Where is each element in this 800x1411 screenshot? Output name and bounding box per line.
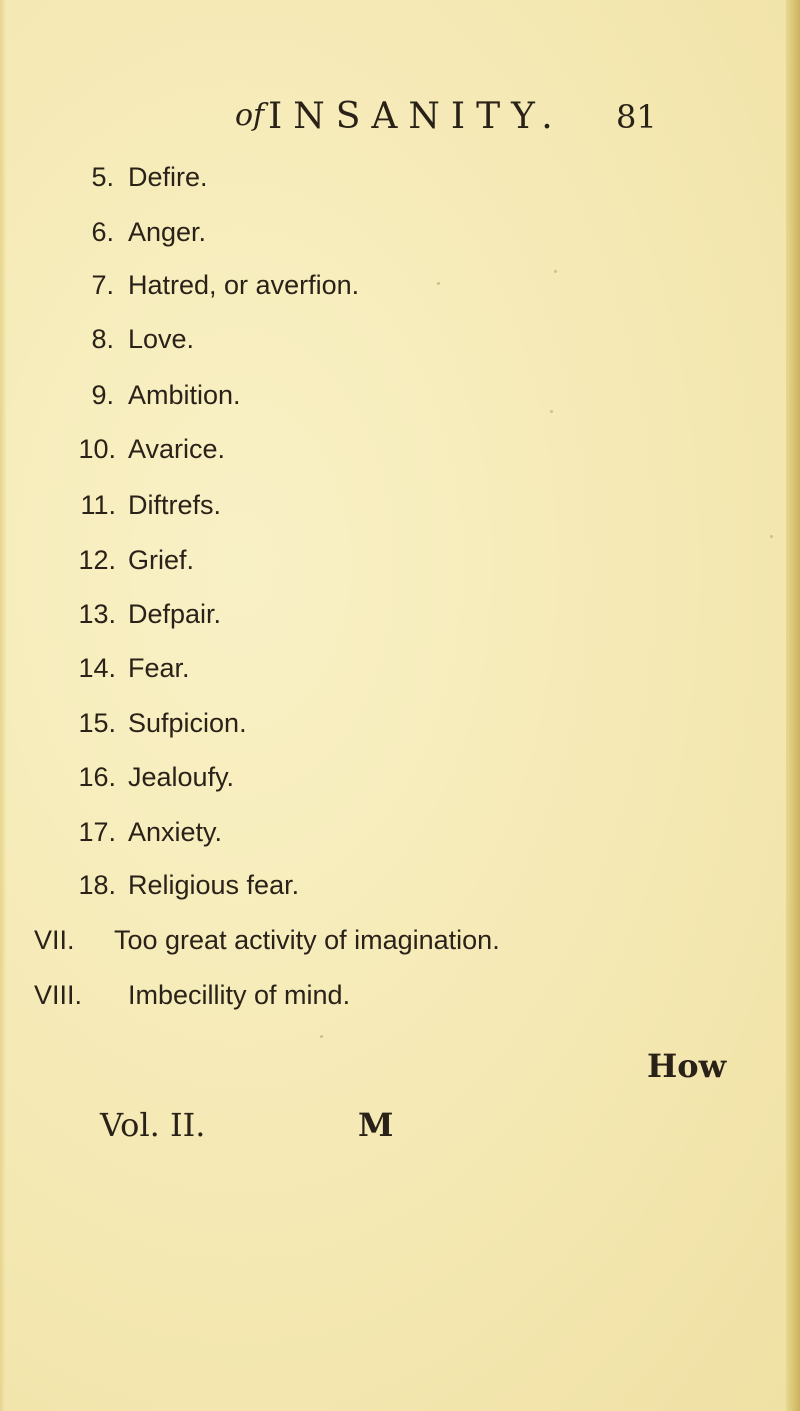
paper-speck — [550, 410, 553, 413]
item-number: 17. — [78, 817, 116, 847]
item-number: 10. — [78, 434, 116, 464]
item-text: Fear. — [128, 653, 190, 683]
item-text: Ambition. — [128, 380, 241, 410]
signature-mark: M — [358, 1106, 394, 1144]
paper-speck — [437, 282, 440, 285]
item-number: 9. — [91, 380, 114, 410]
header-of: of — [235, 98, 265, 133]
page-left-edge — [0, 0, 6, 1411]
item-number: 16. — [78, 762, 116, 792]
item-text: Avarice. — [128, 434, 226, 464]
item-number: 8. — [91, 324, 114, 354]
page-number: 81 — [616, 98, 657, 136]
item-number: 18. — [78, 870, 116, 900]
item-number: 13. — [78, 599, 116, 629]
item-number: 7. — [91, 270, 114, 300]
item-text: Diftrefs. — [128, 490, 222, 520]
page-right-edge — [786, 0, 800, 1411]
item-text: Anxiety. — [128, 817, 223, 847]
paper-speck — [320, 1035, 323, 1038]
item-text: Religious fear. — [128, 870, 300, 900]
item-number: VIII. — [34, 980, 83, 1010]
item-text: Anger. — [128, 217, 207, 247]
catchword: How — [647, 1047, 727, 1085]
item-text: Too great activity of imagination. — [114, 925, 500, 955]
item-number: 12. — [78, 545, 116, 575]
item-number: 11. — [80, 490, 116, 520]
running-header — [0, 96, 800, 146]
item-text: Sufpicion. — [128, 708, 247, 738]
item-number: 14. — [78, 653, 116, 683]
item-text: Defire. — [128, 162, 208, 192]
volume-signature: Vol. II. — [100, 1106, 206, 1144]
item-text: Love. — [128, 324, 195, 354]
header-title: INSANITY. — [268, 96, 564, 137]
item-number: 6. — [91, 217, 114, 247]
item-number: 5. — [91, 162, 114, 192]
item-number: 15. — [78, 708, 116, 738]
paper-speck — [770, 535, 773, 538]
item-text: Defpair. — [128, 599, 222, 629]
item-text: Imbecillity of mind. — [128, 980, 351, 1010]
paper-speck — [554, 270, 557, 273]
item-text: Hatred, or averfion. — [128, 270, 360, 300]
item-number: VII. — [34, 925, 75, 955]
item-text: Grief. — [128, 545, 195, 575]
item-text: Jealoufy. — [128, 762, 235, 792]
